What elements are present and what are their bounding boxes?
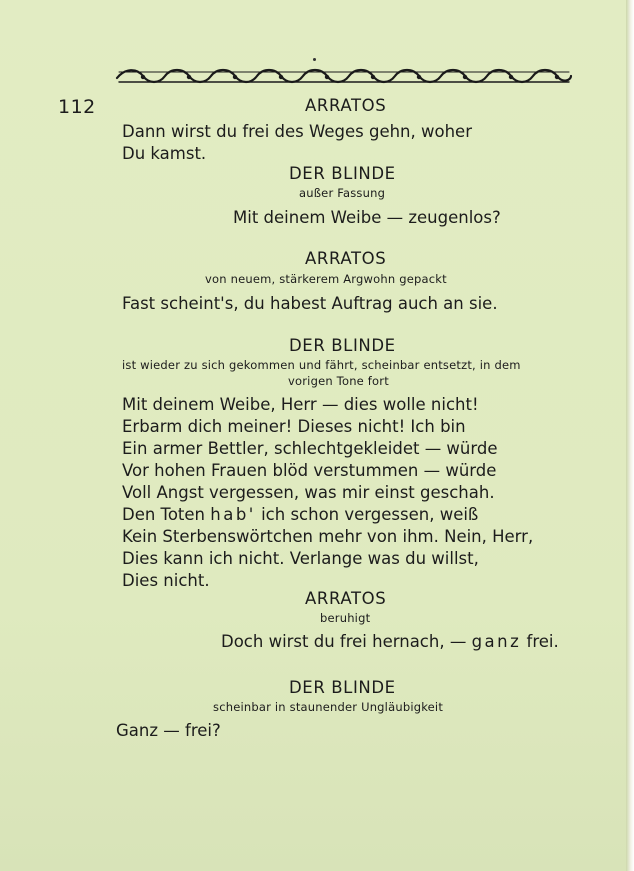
decorative-ornament-band: [115, 66, 573, 88]
speck-mark: [313, 58, 316, 61]
verse-line: Voll Angst vergessen, was mir einst geschah.: [122, 483, 495, 502]
spaced-emphasis: ganz: [471, 632, 522, 651]
stage-direction: beruhigt: [320, 611, 371, 625]
speaker-name: DER BLINDE: [289, 336, 396, 355]
spaced-emphasis: hab': [210, 505, 256, 524]
verse-text: ich schon vergessen, weiß: [255, 505, 479, 524]
verse-line: Mit deinem Weibe — zeugenlos?: [233, 208, 501, 227]
verse-line: [122, 504, 478, 526]
verse-line: Dies nicht.: [122, 571, 210, 590]
verse-line: Mit deinem Weibe, Herr — dies wolle nicht!: [122, 395, 479, 414]
verse-line: Ein armer Bettler, schlechtgekleidet — würde: [122, 439, 498, 458]
stage-direction: außer Fassung: [299, 186, 386, 200]
verse-line: Erbarm dich meiner! Dieses nicht! Ich bin: [122, 417, 466, 436]
verse-line: Ganz — frei?: [116, 721, 221, 740]
verse-line: Du kamst.: [122, 144, 207, 163]
verse-line: Fast scheint's, du habest Auftrag auch an sie.: [122, 294, 498, 313]
speaker-name: ARRATOS: [305, 589, 387, 608]
stage-direction: vorigen Tone fort: [288, 374, 389, 388]
stage-direction: ist wieder zu sich gekommen und fährt, scheinbar entsetzt, in dem: [122, 358, 521, 372]
verse-line: [221, 631, 559, 653]
verse-line: Dann wirst du frei des Weges gehn, woher: [122, 122, 472, 141]
speaker-name: ARRATOS: [305, 96, 387, 115]
verse-line: Vor hohen Frauen blöd verstummen — würde: [122, 461, 497, 480]
page-number: 112: [58, 96, 96, 118]
speaker-name: ARRATOS: [305, 249, 387, 268]
stage-direction: scheinbar in staunender Ungläubigkeit: [213, 700, 444, 714]
stage-direction: von neuem, stärkerem Argwohn gepackt: [205, 272, 447, 286]
verse-text: Doch wirst du frei hernach, —: [221, 632, 472, 651]
speaker-name: DER BLINDE: [289, 678, 396, 697]
verse-line: Dies kann ich nicht. Verlange was du willst,: [122, 549, 479, 568]
page-edge: [626, 0, 634, 871]
speaker-name: DER BLINDE: [289, 164, 396, 183]
verse-line: Kein Sterbenswörtchen mehr von ihm. Nein, Herr,: [122, 527, 534, 546]
verse-text: frei.: [521, 632, 559, 651]
verse-text: Den Toten: [122, 505, 211, 524]
